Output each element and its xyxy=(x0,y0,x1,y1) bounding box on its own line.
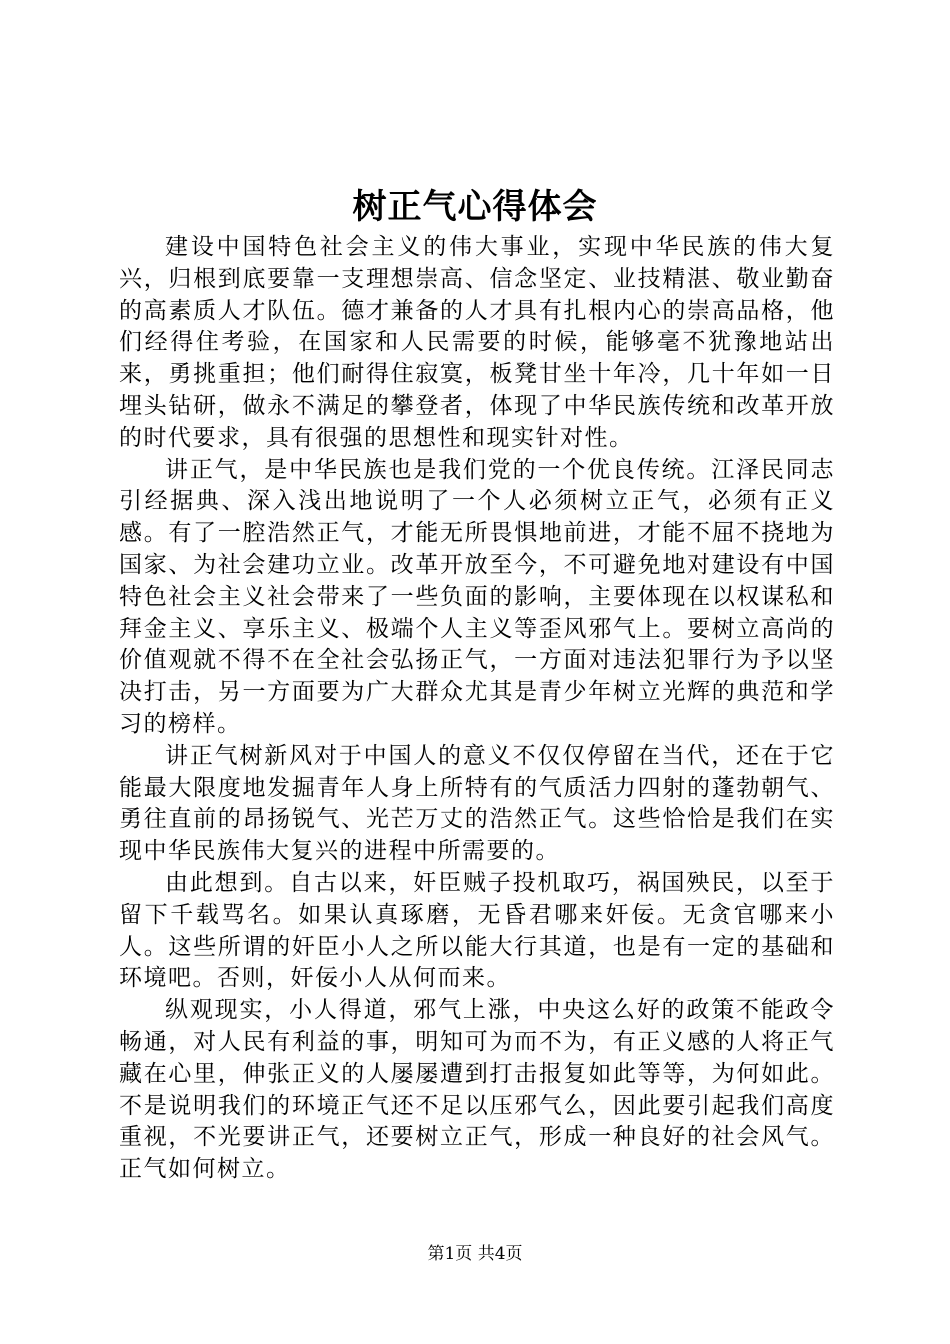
paragraph-2: 讲正气，是中华民族也是我们党的一个优良传统。江泽民同志引经据典、深入浅出地说明了一个人必须树立正气，必须有正义感。有了一腔浩然正气，才能无所畏惧地前进，才能不屈不挠地为国家、为社会建功立业。改革开放至今，不可避免地对建设有中国特色社会主义社会带来了一些负面的影响，主要体现在以权谋私和拜金主义、享乐主义、极端个人主义等歪风邪气上。要树立高尚的价值观就不得不在全社会弘扬正气，一方面对违法犯罪行为予以坚决打击，另一方面要为广大群众尤其是青少年树立光辉的典范和学习的榜样。 xyxy=(119,456,835,737)
page-footer: 第1页 共4页 xyxy=(427,1244,523,1264)
paragraph-3: 讲正气树新风对于中国人的意义不仅仅停留在当代，还在于它能最大限度地发掘青年人身上所特有的气质活力四射的蓬勃朝气、勇往直前的昂扬锐气、光芒万丈的浩然正气。这些恰恰是我们在实现中华民族伟大复兴的进程中所需要的。 xyxy=(119,742,835,865)
document-body xyxy=(119,232,835,1186)
paragraph-4: 由此想到。自古以来，奸臣贼子投机取巧，祸国殃民，以至于留下千载骂名。如果认真琢磨，无昏君哪来奸佞。无贪官哪来小人。这些所谓的奸臣小人之所以能大行其道，也是有一定的基础和环境吧。否则，奸佞小人从何而来。 xyxy=(119,869,835,992)
paragraph-5: 纵观现实，小人得道，邪气上涨，中央这么好的政策不能政令畅通，对人民有利益的事，明知可为而不为，有正义感的人将正气藏在心里，伸张正义的人屡屡遭到打击报复如此等等，为何如此。不是说明我们的环境正气还不足以压邪气么，因此要引起我们高度重视，不光要讲正气，还要树立正气，形成一种良好的社会风气。正气如何树立。 xyxy=(119,997,835,1183)
document-title: 树正气心得体会 xyxy=(352,187,598,227)
paragraph-1: 建设中国特色社会主义的伟大事业，实现中华民族的伟大复兴，归根到底要靠一支理想崇高、信念坚定、业技精湛、敬业勤奋的高素质人才队伍。德才兼备的人才具有扎根内心的崇高品格，他们经得住考验，在国家和人民需要的时候，能够毫不犹豫地站出来，勇挑重担；他们耐得住寂寞，板凳甘坐十年冷，几十年如一日埋头钻研，做永不满足的攀登者，体现了中华民族传统和改革开放的时代要求，具有很强的思想性和现实针对性。 xyxy=(119,234,835,451)
